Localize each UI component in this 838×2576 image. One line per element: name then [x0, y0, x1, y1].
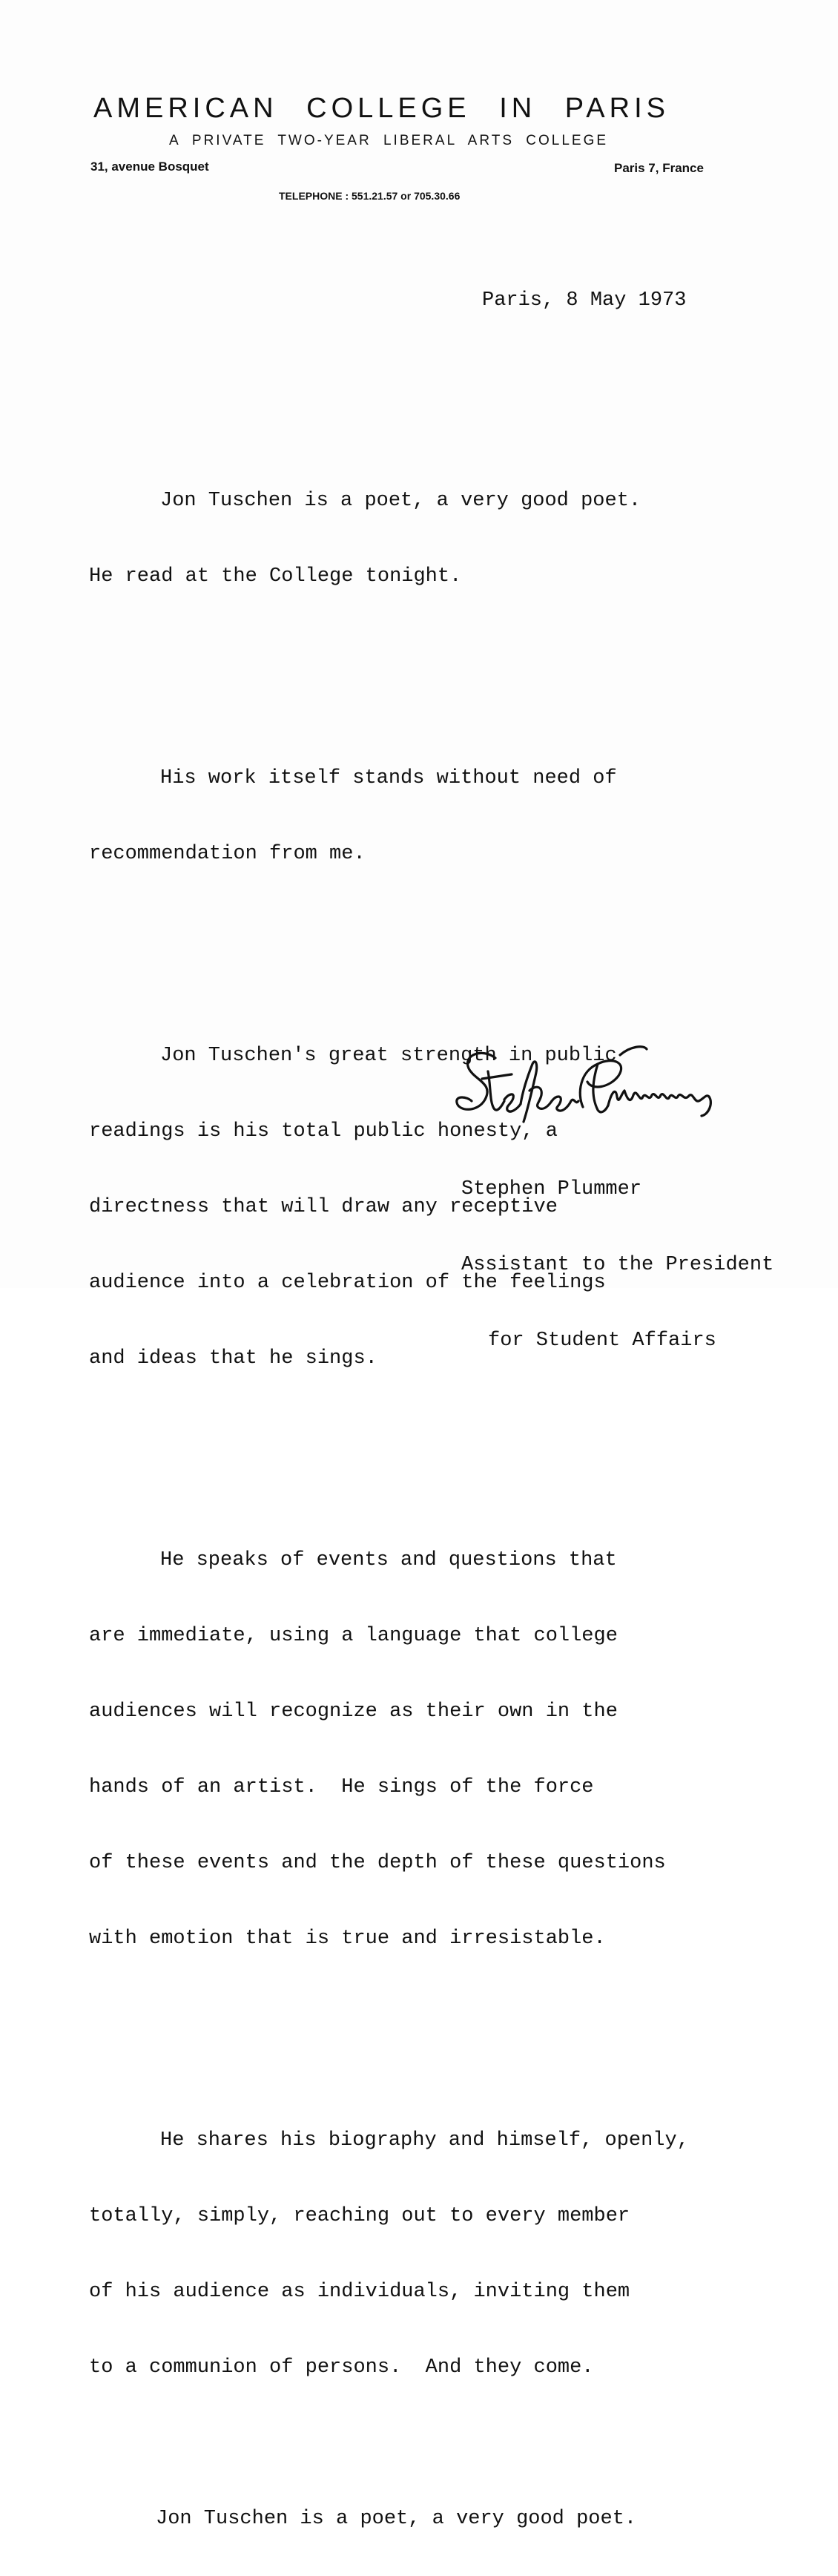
telephone: TELEPHONE : 551.21.57 or 705.30.66: [279, 190, 461, 202]
college-name: AMERICAN COLLEGE IN PARIS: [93, 93, 670, 124]
text-line: He shares his biography and himself, openly,: [160, 2129, 689, 2152]
signer-name: Stephen Plummer: [461, 1178, 642, 1200]
paragraph-5: [89, 2077, 771, 2431]
college-tagline: A PRIVATE TWO-YEAR LIBERAL ARTS COLLEGE: [169, 133, 609, 148]
text-line: He speaks of events and questions that: [160, 1549, 617, 1571]
text-line: with emotion that is true and irresistable.: [89, 1928, 606, 1950]
closing-line: Jon Tuschen is a poet, a very good poet.: [156, 2508, 637, 2530]
text-line: recommendation from me.: [89, 843, 366, 865]
handwritten-signature: [452, 1042, 734, 1123]
text-line: audience into a celebration of the feelings: [89, 1272, 606, 1294]
text-line: and ideas that he sings.: [89, 1347, 377, 1370]
signer-title-line-2: for Student Affairs: [488, 1330, 716, 1352]
city-address: Paris 7, France: [614, 161, 704, 175]
paragraph-4: [89, 1497, 771, 2002]
text-line: of his audience as individuals, inviting them: [89, 2281, 630, 2303]
text-line: His work itself stands without need of: [160, 767, 617, 789]
text-line: Jon Tuschen is a poet, a very good poet.: [160, 490, 641, 512]
street-address: 31, avenue Bosquet: [90, 160, 209, 174]
text-line: are immediate, using a language that college: [89, 1625, 618, 1647]
text-line: Jon Tuschen's great strength in public: [160, 1045, 617, 1067]
letter-body: [89, 387, 774, 2576]
signer-title: Assistant to the President: [461, 1254, 774, 1276]
text-line: hands of an artist. He sings of the force: [89, 1776, 594, 1798]
letter-date: Paris, 8 May 1973: [482, 289, 687, 312]
paragraph-1: [89, 438, 771, 640]
text-line: directness that will draw any receptive: [89, 1196, 558, 1218]
text-line: to a communion of persons. And they come.: [89, 2356, 594, 2379]
text-line: totally, simply, reaching out to every member: [89, 2205, 630, 2227]
paragraph-2: [89, 715, 771, 917]
text-line: of these events and the depth of these questions: [89, 1852, 666, 1874]
text-line: readings is his total public honesty, a: [89, 1120, 558, 1143]
text-line: audiences will recognize as their own in the: [89, 1701, 618, 1723]
text-line: He read at the College tonight.: [89, 565, 462, 588]
signature-block: [461, 1126, 773, 1404]
